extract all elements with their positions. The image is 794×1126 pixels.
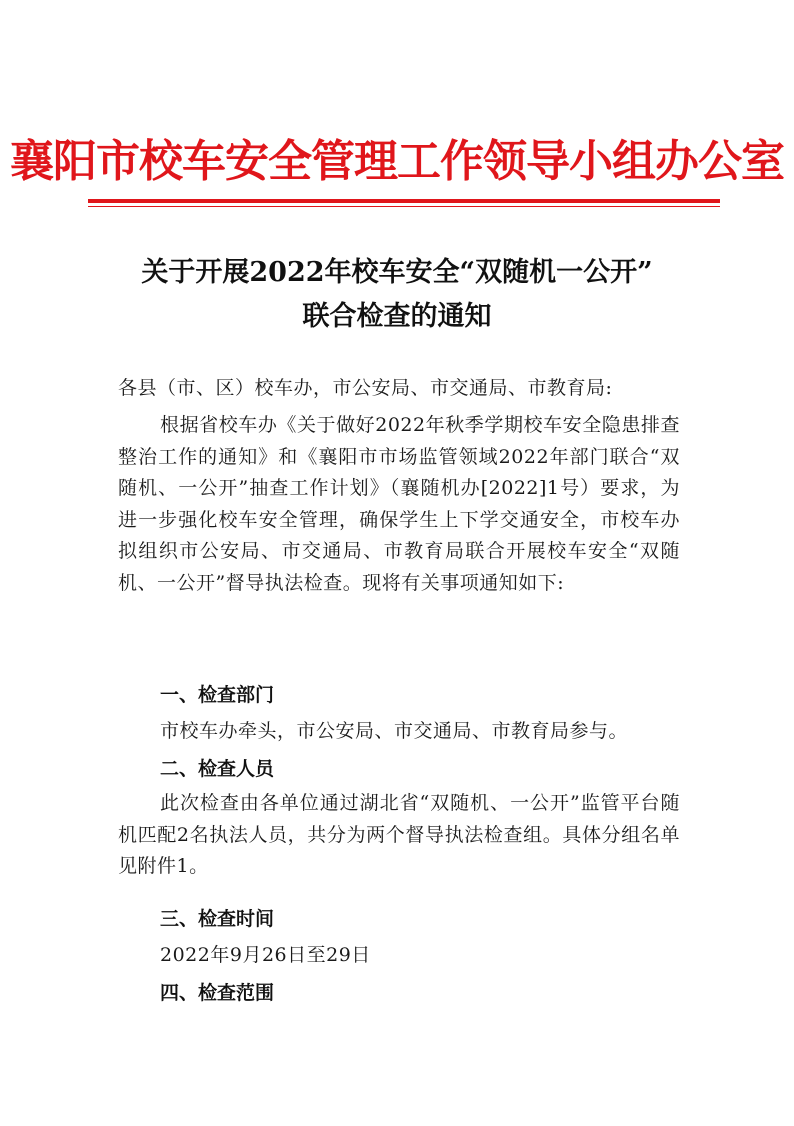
- document-title-line-2: 联合检查的通知: [302, 301, 492, 332]
- red-divider-thin: [88, 206, 720, 207]
- salutation: 各县（市、区）校车办，市公安局、市交通局、市教育局:: [118, 377, 613, 399]
- intro-paragraph: 根据省校车办《关于做好2022年秋季学期校车安全隐患排查整治工作的通知》和《襄阳市市场监管领域2022年部门联合“双随机、一公开”抽查工作计划》（襄随机办[2022]1号）要求，为进一步强化校车安全管理，确保学生上下学交通安全，市校车办拟组织市公安局、市交通局、市教育局联合开展校车安全“双随机、一公开”督导执法检查。现将有关事项通知如下:: [118, 414, 680, 594]
- section-1-heading: 一、检查部门: [160, 684, 275, 706]
- section-3-heading: 三、检查时间: [160, 908, 275, 930]
- issuing-office-masthead: 襄阳市校车安全管理工作领导小组办公室: [10, 136, 784, 187]
- section-2-text: 此次检查由各单位通过湖北省“双随机、一公开”监管平台随机匹配2名执法人员，共分为两个督导执法检查组。具体分组名单见附件1。: [118, 792, 680, 877]
- red-divider-thick: [88, 199, 720, 203]
- section-3-text: 2022年9月26日至29日: [160, 944, 371, 966]
- section-2-heading: 二、检查人员: [160, 758, 275, 780]
- section-1-text: 市校车办牵头，市公安局、市交通局、市教育局参与。: [160, 720, 629, 742]
- document-title-line-1: 关于开展2022年校车安全“双随机一公开”: [141, 257, 653, 288]
- section-4-heading: 四、检查范围: [160, 982, 275, 1004]
